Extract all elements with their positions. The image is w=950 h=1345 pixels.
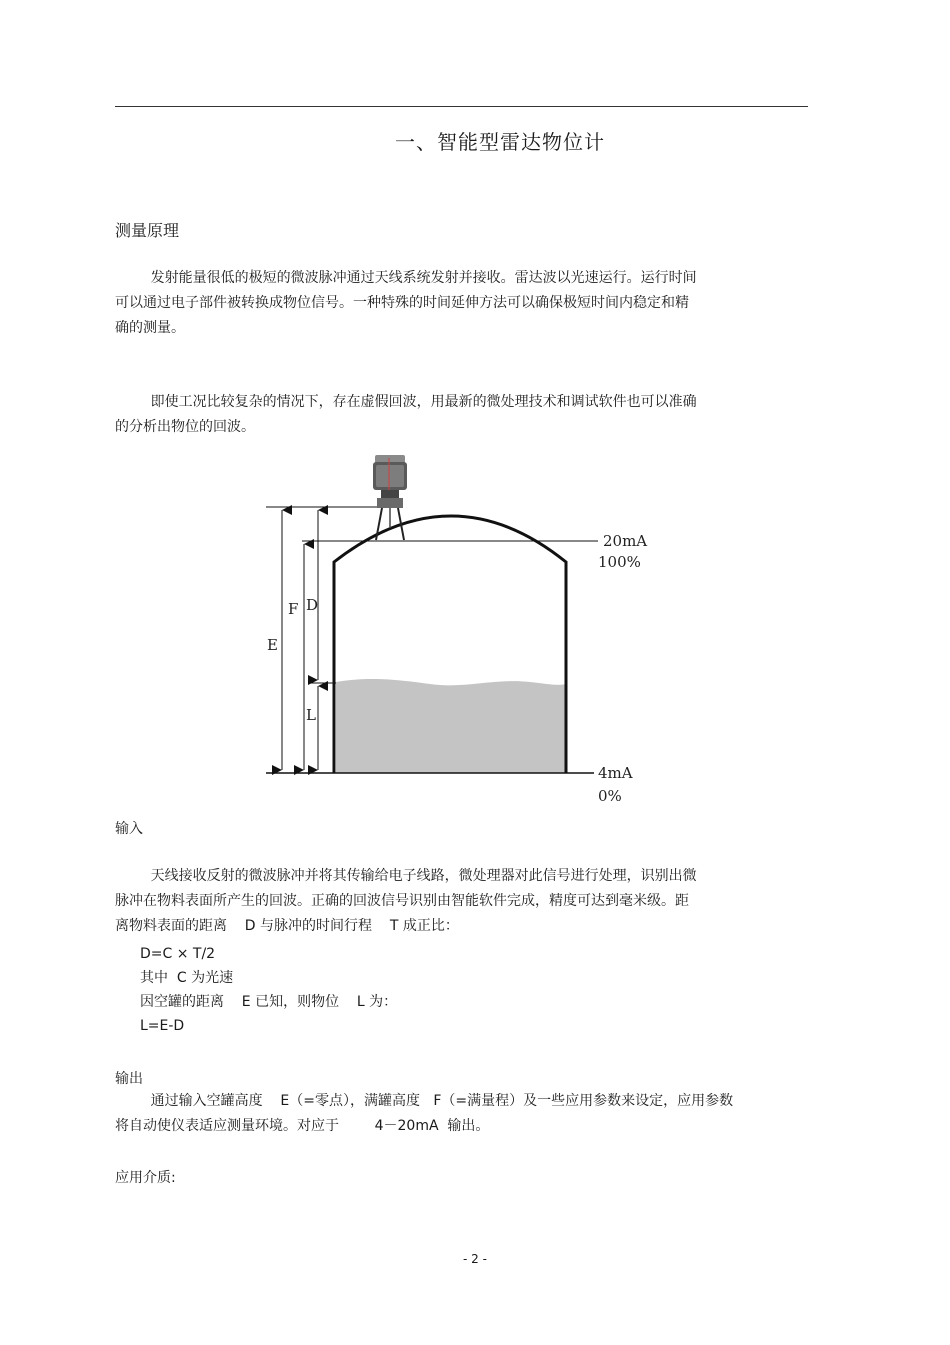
section-heading-output: 输出 — [115, 1071, 143, 1087]
paragraph-input — [115, 864, 697, 939]
line: 脉冲在物料表面所产生的回波。正确的回波信号识别由智能软件完成，精度可达到毫米级。距 — [115, 893, 689, 909]
line: 将自动使仪表适应测量环境。对应于 4－20mA 输出。 — [115, 1118, 490, 1134]
formula-l: L=E-D — [140, 1018, 185, 1034]
formula-e-note: 因空罐的距离 E 已知，则物位 L 为： — [140, 994, 398, 1010]
label-d: D — [306, 596, 319, 614]
line: 可以通过电子部件被转换成物位信号。一种特殊的时间延伸方法可以确保极短时间内稳定和精 — [115, 295, 689, 311]
section-heading-principle: 测量原理 — [115, 221, 180, 240]
formula-block — [140, 942, 397, 1038]
line: 发射能量很低的极短的微波脉冲通过天线系统发射并接收。雷达波以光速运行。运行时间 — [115, 270, 697, 286]
label-l: L — [306, 706, 316, 724]
label-4ma: 4mA — [598, 764, 633, 782]
label-f: F — [288, 600, 299, 618]
radar-sensor-icon — [373, 455, 407, 540]
formula-c-note: 其中 C 为光速 — [140, 970, 234, 986]
page-number: - 2 - — [463, 1252, 487, 1266]
label-20ma: 20mA — [603, 532, 648, 550]
section-heading-media: 应用介质: — [115, 1170, 176, 1186]
paragraph-output — [115, 1089, 733, 1139]
page-title: 一、智能型雷达物位计 — [395, 130, 605, 154]
line: 离物料表面的距离 D 与脉冲的时间行程 T 成正比： — [115, 918, 459, 934]
label-0-percent: 0% — [598, 787, 622, 805]
line: 即使工况比较复杂的情况下，存在虚假回波，用最新的微处理技术和调试软件也可以准确 — [115, 394, 697, 410]
line: 通过输入空罐高度 E（=零点），满罐高度 F（=满量程）及一些应用参数来设定，应用参数 — [115, 1093, 734, 1109]
line: 的分析出物位的回波。 — [115, 419, 255, 435]
formula-d: D=C × T/2 — [140, 946, 216, 962]
line: 天线接收反射的微波脉冲并将其传输给电子线路，微处理器对此信号进行处理，识别出微 — [115, 868, 697, 884]
section-heading-input: 输入 — [115, 821, 143, 837]
label-100-percent: 100% — [598, 553, 641, 571]
label-e: E — [267, 636, 278, 654]
line: 确的测量。 — [115, 320, 185, 336]
material-level-fill — [336, 679, 566, 773]
